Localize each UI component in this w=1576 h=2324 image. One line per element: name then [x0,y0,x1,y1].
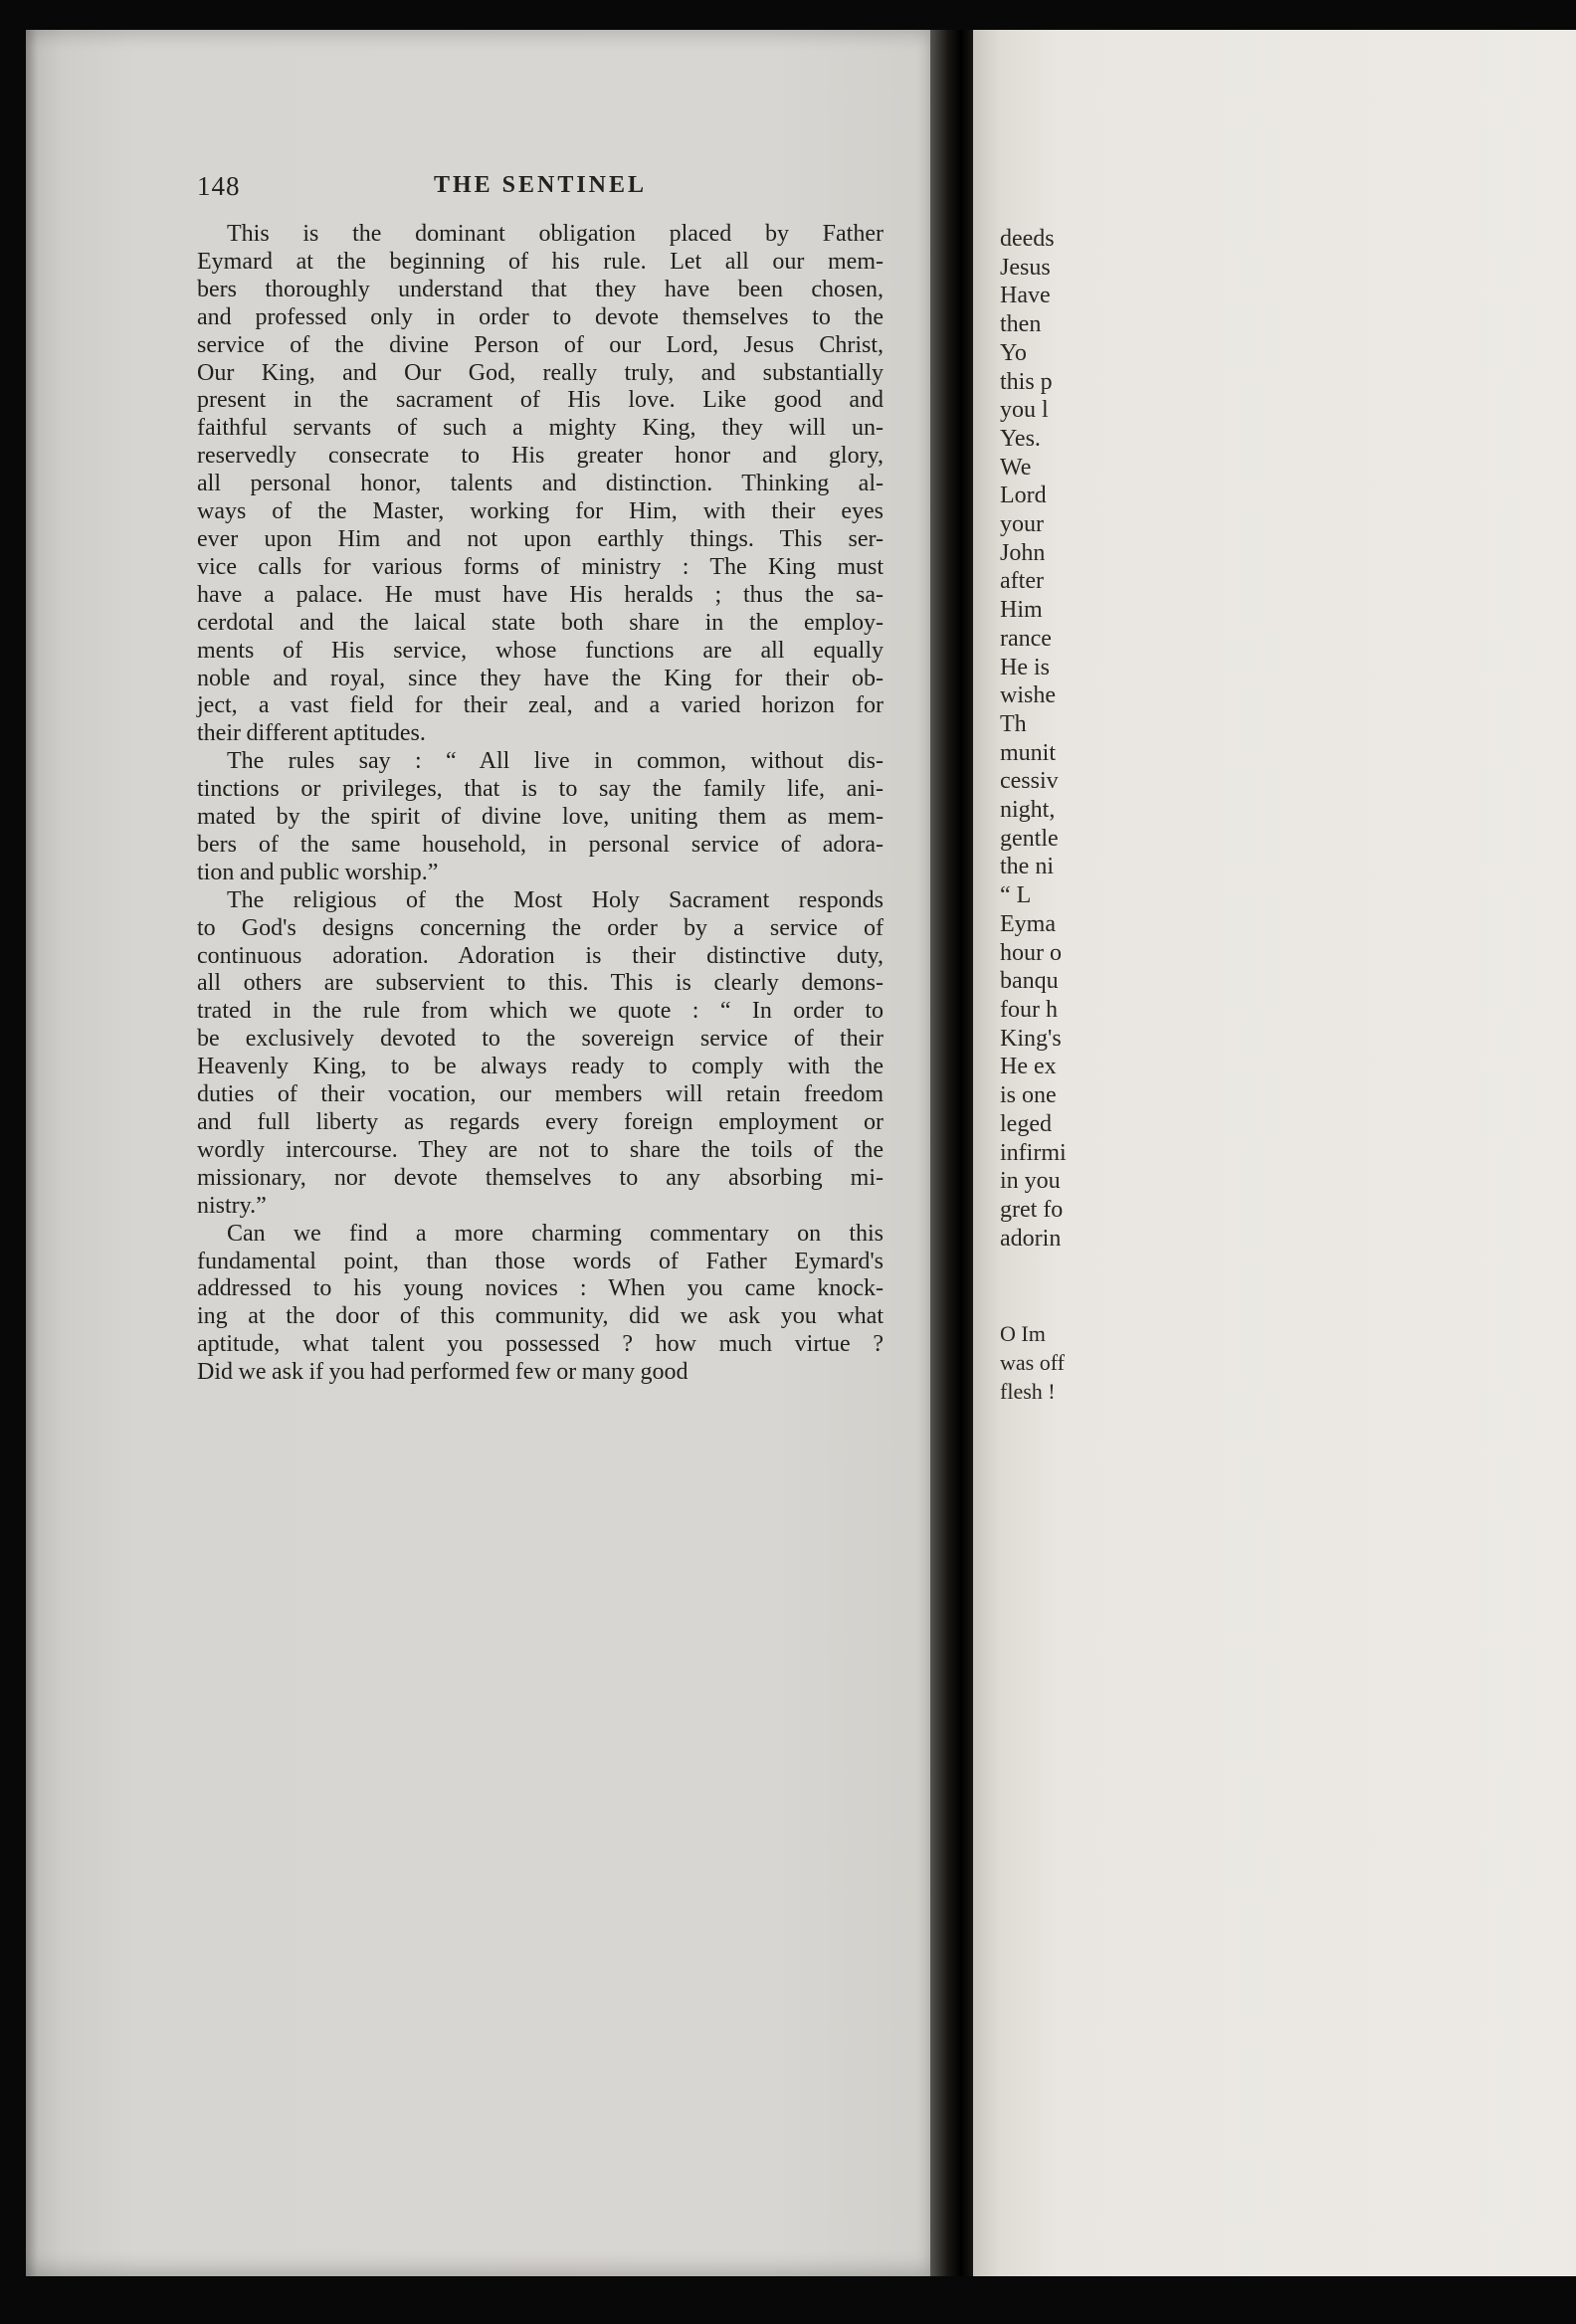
text-line-fragment: you l [1000,397,1049,424]
text-line-fragment: leged [1000,1110,1052,1137]
text-line: wordly intercourse. They are not to share the toils of the [197,1136,884,1163]
text-line-fragment: Yo [1000,339,1027,366]
text-line: duties of their vocation, our members will retain freedom [197,1081,884,1108]
text-line: tinctions or privileges, that is to say the family life, ani- [197,776,884,803]
text-line-fragment: O Im [1000,1321,1046,1346]
text-line: all others are subservient to this. This is clearly demons- [197,970,884,997]
text-line: mated by the spirit of divine love, uniting them as mem- [197,804,884,831]
book-gutter [930,30,973,2276]
text-line: addressed to his young novices : When you came knock- [197,1275,884,1302]
text-line: present in the sacrament of His love. Like good and [197,387,884,414]
text-line: fundamental point, than those words of Father Eymard's [197,1248,884,1274]
right-page-partial [973,30,1576,2276]
text-line: Did we ask if you had performed few or many good [197,1359,689,1386]
text-line: continuous adoration. Adoration is their distinctive duty, [197,942,884,969]
text-line-fragment: John [1000,539,1046,566]
text-line-fragment: was off [1000,1350,1065,1375]
right-page-text-fragments [1000,225,1067,1253]
paragraph [197,221,884,748]
text-line: their different aptitudes. [197,720,426,747]
text-line-fragment: Th [1000,710,1027,737]
text-line-fragment: He ex [1000,1054,1057,1080]
text-line: ing at the door of this community, did we ask you what [197,1303,884,1330]
text-line-fragment: King's [1000,1025,1062,1052]
text-line-fragment: your [1000,511,1044,538]
text-line-fragment: this p [1000,368,1053,395]
text-line-fragment: deeds [1000,226,1055,252]
text-line-fragment: We [1000,454,1032,481]
paragraph [197,748,884,887]
text-line: The religious of the Most Holy Sacrament responds [227,886,884,913]
text-line: all personal honor, talents and distinction. Thinking al- [197,471,884,497]
text-line: service of the divine Person of our Lord, Jesus Christ, [197,331,884,358]
paragraph [197,887,884,1221]
text-line: Eymard at the beginning of his rule. Let all our mem- [197,248,884,275]
text-line-fragment: banqu [1000,968,1059,995]
text-line-fragment: four h [1000,996,1058,1023]
text-line: ever upon Him and not upon earthly things. This ser- [197,525,884,552]
text-line: reservedly consecrate to His greater honor and glory, [197,443,884,470]
text-line-fragment: then [1000,311,1042,338]
text-line: have a palace. He must have His heralds ; thus the sa- [197,581,884,608]
text-line-fragment: infirmi [1000,1139,1067,1166]
text-line: The rules say : “ All live in common, without dis- [227,748,884,775]
text-line: ject, a vast field for their zeal, and a varied horizon for [197,692,884,719]
text-line: cerdotal and the laical state both share in the employ- [197,609,884,636]
text-line-fragment: adorin [1000,1225,1062,1252]
text-line-fragment: hour o [1000,939,1062,966]
text-line: This is the dominant obligation placed by Father [227,221,884,247]
text-line-fragment: gret fo [1000,1196,1064,1223]
text-line-fragment: in you [1000,1168,1061,1195]
text-line-fragment: Yes. [1000,425,1041,452]
body-text [26,221,884,1387]
text-line-fragment: Have [1000,283,1051,309]
text-line-fragment: He is [1000,654,1050,680]
text-line-fragment: rance [1000,625,1052,652]
text-line-fragment: wishe [1000,682,1056,709]
text-line: Heavenly King, to be always ready to comply with the [197,1054,884,1080]
text-line-fragment: gentle [1000,825,1059,852]
text-line-fragment: Him [1000,597,1043,624]
page-title: THE SENTINEL [433,172,648,198]
text-line-fragment: cessiv [1000,768,1059,795]
text-line-fragment: flesh ! [1000,1379,1056,1404]
text-line: faithful servants of such a mighty King, they will un- [197,415,884,442]
text-line-fragment: Jesus [1000,254,1051,281]
text-line-fragment: Lord [1000,483,1047,509]
text-line-fragment: the ni [1000,854,1054,880]
text-line: and full liberty as regards every foreign employment or [197,1109,884,1135]
text-line-fragment: after [1000,568,1044,595]
text-line: Can we find a more charming commentary on this [227,1220,884,1247]
text-line: ways of the Master, working for Him, with their eyes [197,498,884,525]
text-line: bers of the same household, in personal service of adora- [197,831,884,858]
text-line: aptitude, what talent you possessed ? how much virtue ? [197,1331,884,1358]
text-line-fragment: is one [1000,1082,1057,1109]
text-line: Our King, and Our God, really truly, and substantially [197,359,884,386]
text-line: bers thoroughly understand that they have been chosen, [197,276,884,302]
left-page [26,30,930,2276]
text-line-fragment: “ L [1000,882,1032,909]
text-line: nistry.” [197,1192,267,1219]
text-line: to God's designs concerning the order by a service of [197,914,884,941]
text-line: vice calls for various forms of ministry : The King must [197,553,884,580]
text-line: tion and public worship.” [197,859,439,885]
text-line: and professed only in order to devote themselves to the [197,303,884,330]
right-page-footnote-fragments [1000,1319,1065,1406]
text-line: noble and royal, since they have the King for their ob- [197,665,884,691]
text-line-fragment: munit [1000,739,1057,766]
text-line: ments of His service, whose functions are all equally [197,637,884,664]
paragraph [197,1221,884,1387]
text-line: be exclusively devoted to the sovereign service of their [197,1026,884,1053]
page-header [26,171,930,201]
text-line: trated in the rule from which we quote : “ In order to [197,998,884,1025]
text-line: missionary, nor devote themselves to any absorbing mi- [197,1164,884,1191]
page-number: 148 [197,171,241,201]
text-line-fragment: Eyma [1000,910,1056,937]
text-line-fragment: night, [1000,797,1056,824]
